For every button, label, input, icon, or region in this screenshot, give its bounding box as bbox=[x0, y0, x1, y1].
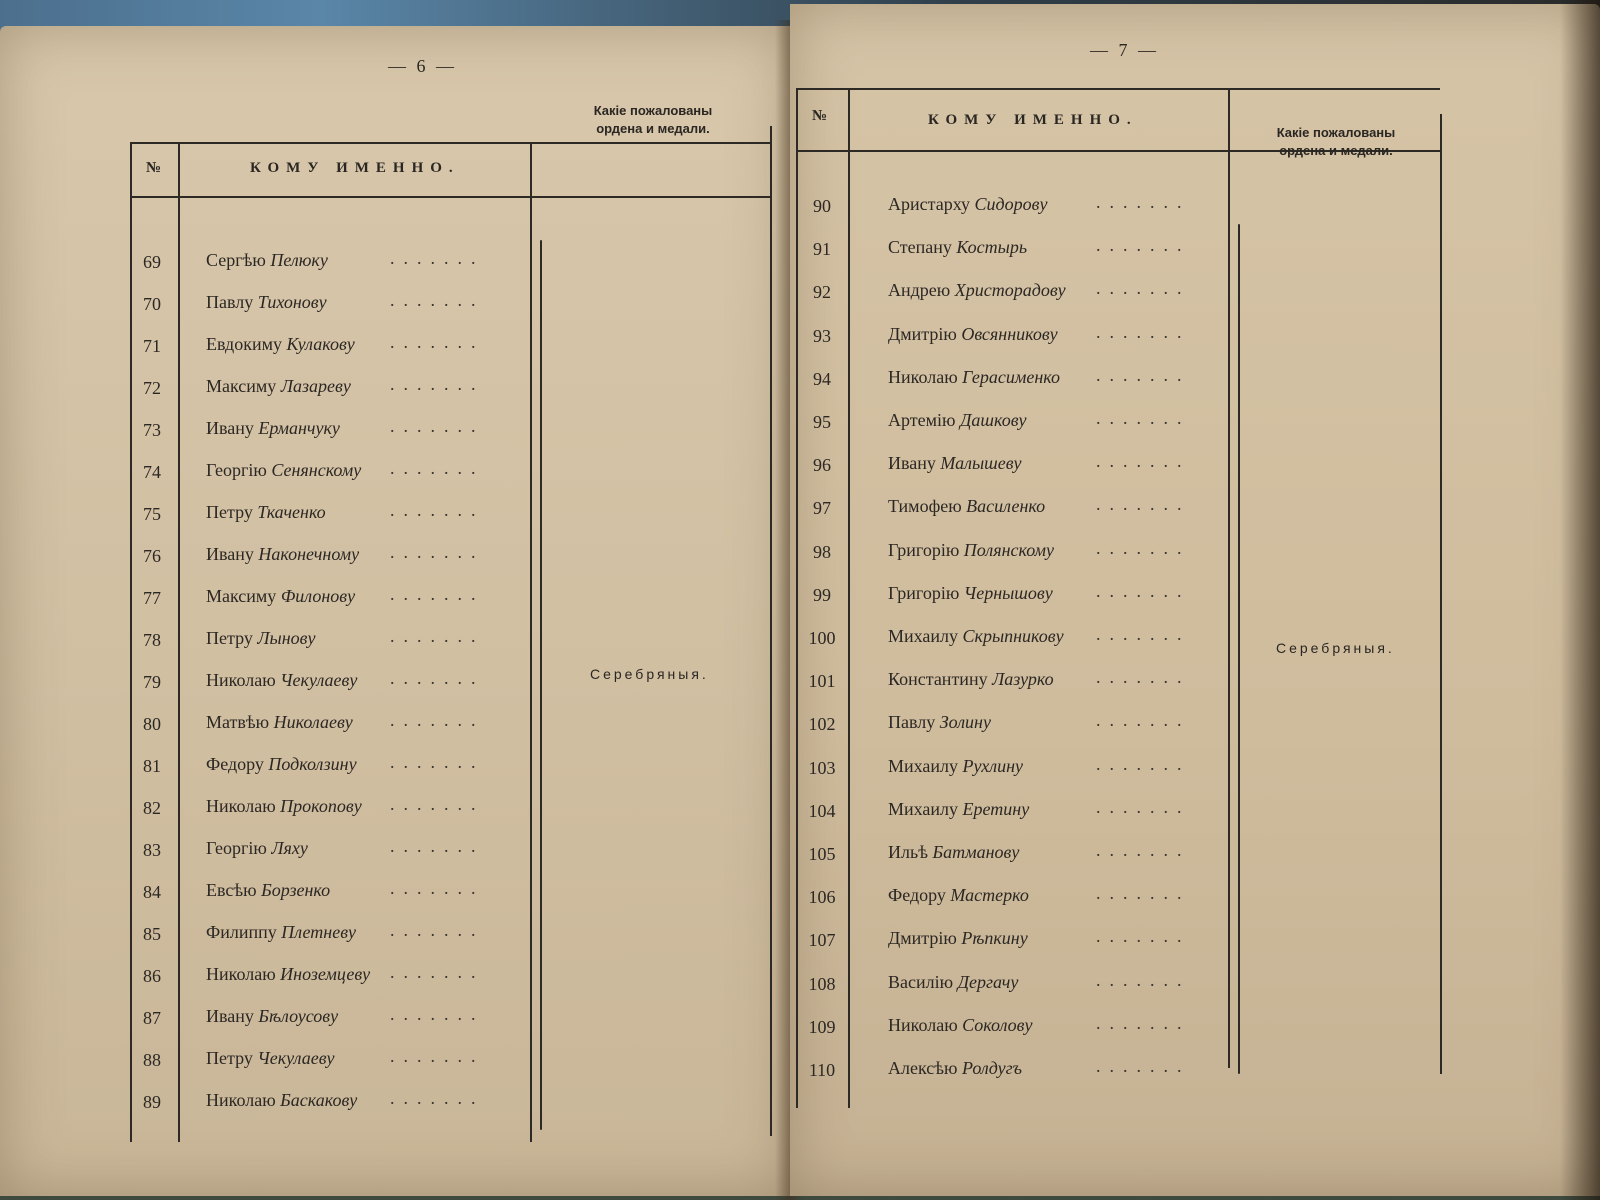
first-name: Николаю bbox=[206, 964, 276, 984]
leader-dots: ....... bbox=[1096, 667, 1191, 688]
list-item bbox=[796, 579, 1226, 615]
entry-name bbox=[206, 250, 328, 271]
right-page bbox=[790, 4, 1600, 1196]
entry-name bbox=[888, 626, 1064, 647]
entry-name bbox=[888, 237, 1027, 258]
surname: Соколову bbox=[962, 1014, 1033, 1035]
entry-number: 87 bbox=[143, 1008, 161, 1028]
award-column-rule bbox=[530, 142, 532, 1142]
list-item bbox=[796, 449, 1226, 485]
leader-dots: ....... bbox=[1096, 580, 1191, 601]
entry-name bbox=[888, 756, 1023, 777]
list-item bbox=[796, 795, 1226, 831]
entry-number: 73 bbox=[143, 420, 161, 440]
surname: Чекулаеву bbox=[280, 670, 358, 690]
first-name: Михаилу bbox=[888, 626, 959, 646]
list-item bbox=[796, 924, 1226, 960]
list-item bbox=[130, 624, 530, 660]
entry-number: 86 bbox=[143, 966, 161, 986]
entry-name bbox=[206, 334, 355, 355]
surname: Пелюку bbox=[270, 250, 328, 270]
entry-name bbox=[206, 1048, 335, 1069]
surname: Ерманчуку bbox=[258, 418, 340, 438]
surname: Дашкову bbox=[959, 410, 1027, 430]
list-item bbox=[130, 708, 530, 744]
list-item bbox=[796, 233, 1226, 269]
entry-number: 110 bbox=[808, 1060, 836, 1080]
list-item bbox=[130, 540, 530, 576]
entry-name bbox=[888, 496, 1045, 517]
leader-dots: ....... bbox=[390, 248, 485, 268]
list-item bbox=[130, 834, 530, 870]
leader-dots: ....... bbox=[390, 1088, 485, 1108]
leader-dots: ....... bbox=[1096, 408, 1191, 428]
first-name: Максиму bbox=[206, 586, 277, 606]
first-name: Тимофею bbox=[888, 496, 962, 517]
leader-dots: ....... bbox=[390, 584, 485, 604]
entry-number: 96 bbox=[813, 455, 831, 476]
first-name: Василію bbox=[888, 971, 954, 992]
surname: Рѣпкину bbox=[961, 928, 1028, 949]
surname: Кулакову bbox=[286, 334, 355, 354]
entry-name bbox=[206, 712, 353, 733]
entry-number: 92 bbox=[813, 282, 831, 303]
surname: Полянскому bbox=[963, 539, 1055, 560]
page-edge-shadow bbox=[1560, 0, 1600, 1200]
first-name: Максиму bbox=[206, 376, 277, 396]
entry-number: 69 bbox=[143, 252, 161, 272]
surname: Сенянскому bbox=[271, 460, 362, 480]
entry-name bbox=[206, 796, 362, 817]
entry-name bbox=[206, 628, 315, 649]
surname: Малышеву bbox=[940, 453, 1022, 474]
entry-name bbox=[888, 1058, 1022, 1079]
first-name: Петру bbox=[206, 628, 253, 648]
leader-dots: ....... bbox=[390, 416, 485, 436]
first-name: Николаю bbox=[206, 796, 276, 816]
leader-dots: ....... bbox=[390, 458, 485, 478]
entry-name bbox=[206, 418, 340, 439]
entry-name bbox=[888, 972, 1018, 993]
surname: Скрыпникову bbox=[962, 626, 1064, 646]
surname: Филонову bbox=[280, 586, 356, 606]
list-item bbox=[796, 622, 1226, 658]
entry-name bbox=[206, 964, 370, 985]
entry-number: 105 bbox=[808, 844, 836, 864]
table-top-rule bbox=[130, 142, 770, 144]
leader-dots: ....... bbox=[1096, 753, 1191, 774]
leader-dots: ....... bbox=[1096, 364, 1191, 385]
surname: Борзенко bbox=[261, 880, 331, 900]
entry-number: 80 bbox=[143, 714, 161, 734]
surname: Костырь bbox=[956, 237, 1028, 258]
entry-name bbox=[888, 583, 1053, 604]
surname: Бѣлоусову bbox=[258, 1006, 339, 1026]
list-item bbox=[130, 792, 530, 828]
list-item bbox=[130, 372, 530, 408]
surname: Василенко bbox=[966, 496, 1046, 517]
entry-number: 95 bbox=[813, 412, 831, 432]
surname: Ткаченко bbox=[257, 502, 326, 522]
leader-dots: ....... bbox=[390, 500, 485, 520]
entry-number: 91 bbox=[813, 239, 831, 260]
surname: Ляху bbox=[271, 838, 308, 858]
list-item bbox=[796, 665, 1226, 701]
entry-name bbox=[888, 453, 1022, 474]
entry-number: 89 bbox=[143, 1092, 161, 1112]
first-name: Григорію bbox=[888, 539, 960, 560]
table-top-rule bbox=[796, 88, 1440, 90]
entry-number: 71 bbox=[143, 336, 161, 356]
surname: Подколзину bbox=[268, 754, 357, 774]
surname: Иноземцеву bbox=[280, 964, 371, 984]
first-name: Ивану bbox=[888, 453, 936, 474]
first-name: Михаилу bbox=[888, 798, 959, 819]
surname: Дергачу bbox=[957, 971, 1019, 992]
leader-dots: ....... bbox=[390, 290, 485, 310]
first-name: Петру bbox=[206, 1048, 253, 1068]
entry-name bbox=[888, 885, 1029, 906]
surname: Ролдугъ bbox=[961, 1058, 1022, 1078]
surname: Сидорову bbox=[974, 194, 1048, 214]
leader-dots: ....... bbox=[390, 836, 485, 856]
first-name: Дмитрію bbox=[888, 928, 957, 949]
leader-dots: ....... bbox=[390, 1046, 485, 1066]
leader-dots: ....... bbox=[390, 710, 485, 730]
first-name: Матвѣю bbox=[206, 712, 270, 732]
list-item bbox=[130, 414, 530, 450]
leader-dots: ....... bbox=[390, 626, 485, 646]
leader-dots: ....... bbox=[1096, 494, 1191, 515]
entry-number: 83 bbox=[143, 840, 161, 860]
entry-number: 104 bbox=[808, 800, 836, 821]
surname: Чернышову bbox=[963, 582, 1053, 603]
first-name: Георгію bbox=[206, 460, 267, 480]
surname: Лынову bbox=[257, 628, 316, 648]
list-item bbox=[796, 406, 1226, 442]
entry-number: 108 bbox=[808, 973, 836, 994]
leader-dots: ....... bbox=[1096, 321, 1191, 342]
leader-dots: ....... bbox=[1096, 710, 1191, 731]
first-name: Михаилу bbox=[888, 755, 959, 776]
entry-number: 90 bbox=[813, 196, 831, 216]
header-number: № bbox=[812, 108, 828, 124]
award-label: Серебряныя. bbox=[1276, 640, 1395, 656]
surname: Чекулаеву bbox=[257, 1048, 335, 1068]
entry-name bbox=[206, 292, 327, 313]
entry-number: 79 bbox=[143, 672, 161, 692]
entry-name bbox=[206, 376, 351, 397]
entry-number: 70 bbox=[143, 294, 161, 314]
first-name: Павлу bbox=[888, 712, 936, 733]
header-award-line1: Какіе пожалованы bbox=[593, 103, 713, 118]
leader-dots: ....... bbox=[390, 668, 485, 688]
leader-dots: ....... bbox=[1096, 1056, 1191, 1076]
entry-number: 81 bbox=[143, 756, 161, 776]
surname: Наконечному bbox=[258, 544, 360, 564]
surname: Лазареву bbox=[280, 376, 351, 396]
list-item bbox=[796, 708, 1226, 744]
first-name: Георгію bbox=[206, 838, 267, 858]
entry-number: 94 bbox=[813, 368, 831, 389]
entry-name bbox=[206, 880, 330, 901]
entry-name bbox=[888, 669, 1054, 690]
table-right-rule bbox=[1440, 114, 1442, 1074]
list-item bbox=[130, 246, 530, 282]
list-item bbox=[130, 960, 530, 996]
header-number: № bbox=[146, 160, 162, 176]
first-name: Федору bbox=[206, 754, 264, 774]
entry-name bbox=[888, 194, 1047, 215]
entry-name bbox=[206, 922, 356, 943]
entry-number: 88 bbox=[143, 1050, 161, 1070]
list-item bbox=[130, 498, 530, 534]
surname: Герасименко bbox=[962, 366, 1060, 387]
surname: Овсянникову bbox=[961, 323, 1058, 344]
list-item bbox=[130, 666, 530, 702]
list-item bbox=[130, 1086, 530, 1122]
entry-name bbox=[206, 838, 308, 859]
leader-dots: ....... bbox=[1096, 1012, 1191, 1033]
header-award-line2: ордена и медали. bbox=[596, 121, 710, 136]
leader-dots: ....... bbox=[1096, 192, 1191, 212]
surname: Николаеву bbox=[273, 712, 353, 732]
award-label: Серебряныя. bbox=[590, 666, 709, 682]
entry-number: 74 bbox=[143, 462, 161, 482]
list-item bbox=[796, 190, 1226, 226]
header-name: КОМУ ИМЕННО. bbox=[928, 112, 1138, 128]
surname: Золину bbox=[939, 712, 991, 733]
first-name: Ивану bbox=[206, 1006, 254, 1026]
header-award-line1: Какіе пожалованы bbox=[1276, 125, 1396, 140]
leader-dots: ....... bbox=[390, 794, 485, 814]
first-name: Евдокиму bbox=[206, 334, 282, 354]
list-item bbox=[796, 1054, 1226, 1090]
award-column-rule bbox=[1228, 88, 1230, 1068]
surname: Мастерко bbox=[950, 885, 1029, 906]
entry-number: 106 bbox=[808, 887, 836, 908]
first-name: Дмитрію bbox=[888, 323, 957, 344]
entry-number: 76 bbox=[143, 546, 161, 566]
entry-number: 103 bbox=[808, 757, 836, 778]
first-name: Ивану bbox=[206, 544, 254, 564]
list-item bbox=[796, 838, 1226, 874]
header-award bbox=[1236, 124, 1436, 160]
entry-number: 78 bbox=[143, 630, 161, 650]
table-right-rule bbox=[770, 126, 772, 1136]
first-name: Николаю bbox=[888, 366, 958, 387]
leader-dots: ....... bbox=[390, 1004, 485, 1024]
leader-dots: ....... bbox=[1096, 840, 1191, 860]
first-name: Григорію bbox=[888, 582, 960, 603]
first-name: Константину bbox=[888, 669, 988, 690]
leader-dots: ....... bbox=[390, 542, 485, 562]
entry-name bbox=[888, 712, 991, 733]
leader-dots: ....... bbox=[1096, 883, 1191, 904]
entry-number: 77 bbox=[143, 588, 161, 608]
header-award bbox=[540, 102, 766, 138]
surname: Лазурко bbox=[992, 669, 1054, 690]
leader-dots: ....... bbox=[390, 962, 485, 982]
leader-dots: ....... bbox=[390, 878, 485, 898]
entry-number: 82 bbox=[143, 798, 161, 818]
entry-name bbox=[888, 928, 1028, 949]
leader-dots: ....... bbox=[1096, 235, 1191, 256]
entry-name bbox=[888, 410, 1027, 431]
list-item bbox=[130, 750, 530, 786]
list-item bbox=[796, 752, 1226, 788]
entry-name bbox=[206, 1090, 357, 1111]
entry-number: 97 bbox=[813, 498, 831, 519]
leader-dots: ....... bbox=[1096, 451, 1191, 472]
surname: Баскакову bbox=[280, 1090, 358, 1110]
surname: Прокопову bbox=[280, 796, 362, 816]
list-item bbox=[796, 1011, 1226, 1047]
leader-dots: ....... bbox=[1096, 796, 1191, 817]
entry-name bbox=[888, 1015, 1032, 1036]
list-item bbox=[796, 881, 1226, 917]
entry-name bbox=[888, 799, 1029, 820]
list-item bbox=[796, 320, 1226, 356]
first-name: Федору bbox=[888, 885, 946, 906]
surname: Еретину bbox=[962, 798, 1030, 819]
entry-name bbox=[888, 540, 1054, 561]
leader-dots: ....... bbox=[390, 920, 485, 940]
list-item bbox=[796, 276, 1226, 312]
list-item bbox=[130, 876, 530, 912]
list-item bbox=[130, 1002, 530, 1038]
entry-name bbox=[888, 280, 1066, 301]
entry-number: 93 bbox=[813, 325, 831, 346]
surname: Христорадову bbox=[954, 280, 1066, 301]
entry-name bbox=[888, 324, 1058, 345]
first-name: Сергѣю bbox=[206, 250, 266, 270]
list-item bbox=[796, 492, 1226, 528]
first-name: Николаю bbox=[888, 1014, 958, 1035]
surname: Тихонову bbox=[257, 292, 327, 312]
header-award-line2: ордена и медали. bbox=[1279, 143, 1393, 158]
list-item bbox=[130, 288, 530, 324]
leader-dots: ....... bbox=[1096, 926, 1191, 947]
leader-dots: ....... bbox=[390, 374, 485, 394]
first-name: Николаю bbox=[206, 1090, 276, 1110]
entry-name bbox=[206, 670, 357, 691]
first-name: Ильѣ bbox=[888, 842, 928, 862]
entry-name bbox=[206, 502, 326, 523]
entry-name bbox=[888, 842, 1019, 863]
surname: Рухлину bbox=[962, 755, 1024, 776]
list-item bbox=[796, 536, 1226, 572]
leader-dots: ....... bbox=[390, 752, 485, 772]
entry-number: 72 bbox=[143, 378, 161, 398]
entry-number: 99 bbox=[813, 584, 831, 605]
list-item bbox=[796, 363, 1226, 399]
award-brace bbox=[1238, 224, 1240, 1074]
leader-dots: ....... bbox=[1096, 624, 1191, 644]
entry-name bbox=[206, 460, 361, 481]
entry-name bbox=[206, 1006, 338, 1027]
first-name: Ивану bbox=[206, 418, 254, 438]
list-item bbox=[130, 456, 530, 492]
first-name: Аристарху bbox=[888, 194, 971, 214]
leader-dots: ....... bbox=[1096, 969, 1191, 990]
first-name: Николаю bbox=[206, 670, 276, 690]
leader-dots: ....... bbox=[390, 332, 485, 352]
entry-number: 107 bbox=[808, 930, 836, 951]
list-item bbox=[130, 330, 530, 366]
header-name: КОМУ ИМЕННО. bbox=[250, 160, 460, 176]
list-item bbox=[130, 582, 530, 618]
surname: Плетневу bbox=[281, 922, 357, 942]
entry-number: 109 bbox=[808, 1016, 836, 1037]
entry-number: 75 bbox=[143, 504, 161, 524]
entry-number: 98 bbox=[813, 541, 831, 562]
entry-number: 85 bbox=[143, 924, 161, 944]
left-page bbox=[0, 26, 790, 1196]
page-number: — 7 — bbox=[1090, 40, 1159, 60]
first-name: Петру bbox=[206, 502, 253, 522]
entry-number: 84 bbox=[143, 882, 161, 902]
first-name: Степану bbox=[888, 237, 952, 258]
entry-number: 100 bbox=[808, 628, 836, 648]
entry-name bbox=[206, 754, 357, 775]
leader-dots: ....... bbox=[1096, 278, 1191, 299]
first-name: Артемію bbox=[888, 410, 956, 430]
first-name: Алексѣю bbox=[888, 1058, 958, 1078]
entry-number: 101 bbox=[808, 671, 836, 692]
award-brace bbox=[540, 240, 542, 1130]
list-item bbox=[130, 1044, 530, 1080]
entry-number: 102 bbox=[808, 714, 836, 735]
first-name: Филиппу bbox=[206, 922, 277, 942]
entry-name bbox=[206, 544, 359, 565]
first-name: Евсѣю bbox=[206, 880, 257, 900]
header-bottom-rule bbox=[130, 196, 770, 198]
surname: Батманову bbox=[932, 842, 1020, 862]
list-item bbox=[796, 968, 1226, 1004]
first-name: Андрею bbox=[888, 280, 951, 301]
page-number: — 6 — bbox=[388, 56, 457, 76]
leader-dots: ....... bbox=[1096, 537, 1191, 558]
entry-name bbox=[206, 586, 355, 607]
first-name: Павлу bbox=[206, 292, 254, 312]
entry-name bbox=[888, 367, 1060, 388]
list-item bbox=[130, 918, 530, 954]
